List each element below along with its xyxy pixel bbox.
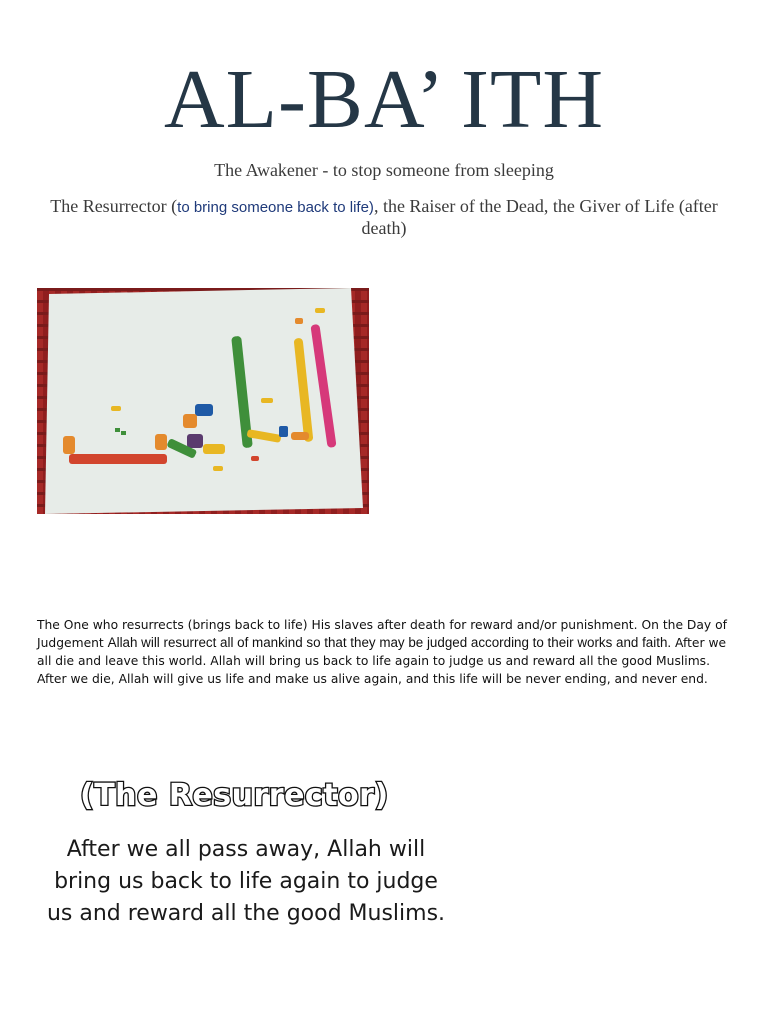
yellow-dash [315,308,325,313]
orange-curve [155,434,167,450]
description-part-2: Allah will resurrect all of mankind so that they may be judged according to their works and faith. [107,635,672,650]
calligraphy-illustration [37,288,369,514]
blue-dot [279,426,288,437]
card-body: After we all pass away, Allah will bring us back to life again to judge us and reward all the good Muslims. [46,837,446,926]
arabic-calligraphy-craft-photo [37,288,369,514]
orange-end [63,436,75,454]
yellow-dot [111,406,121,411]
blue-block [195,404,213,416]
meaning-part-2: to bring someone back to life) [177,199,374,216]
card-title: (The Resurrector) [80,778,389,813]
purple-block [187,434,203,448]
description-part-1: The One who resurrects (brings back to life) His slaves after death for reward and/or punishment. On the Day of Judgement [37,618,727,650]
subtitle: The Awakener - to stop someone from sleeping [214,160,554,180]
yellow-tick [261,398,273,403]
meaning-part-1: The Resurrector ( [50,196,178,216]
orange-dot [291,432,309,440]
name-meaning [30,196,738,239]
page-title: AL-BA’ ITH [163,53,604,146]
description-part-3: After we all die and leave this world. Allah will bring us back to life again to judge us and reward all the good Muslims. After we die, Allah will give us life and make us alive again, and this life will be never ending, and never end. [37,636,727,686]
orange-dash [295,318,303,324]
meaning-part-3: , the Raiser of the Dead, the Giver of Life (after death) [361,196,718,238]
white-board [45,288,363,514]
description-paragraph [37,616,737,688]
orange-block [183,414,197,428]
red-base-stroke [69,454,167,464]
yellow-block [203,444,225,454]
